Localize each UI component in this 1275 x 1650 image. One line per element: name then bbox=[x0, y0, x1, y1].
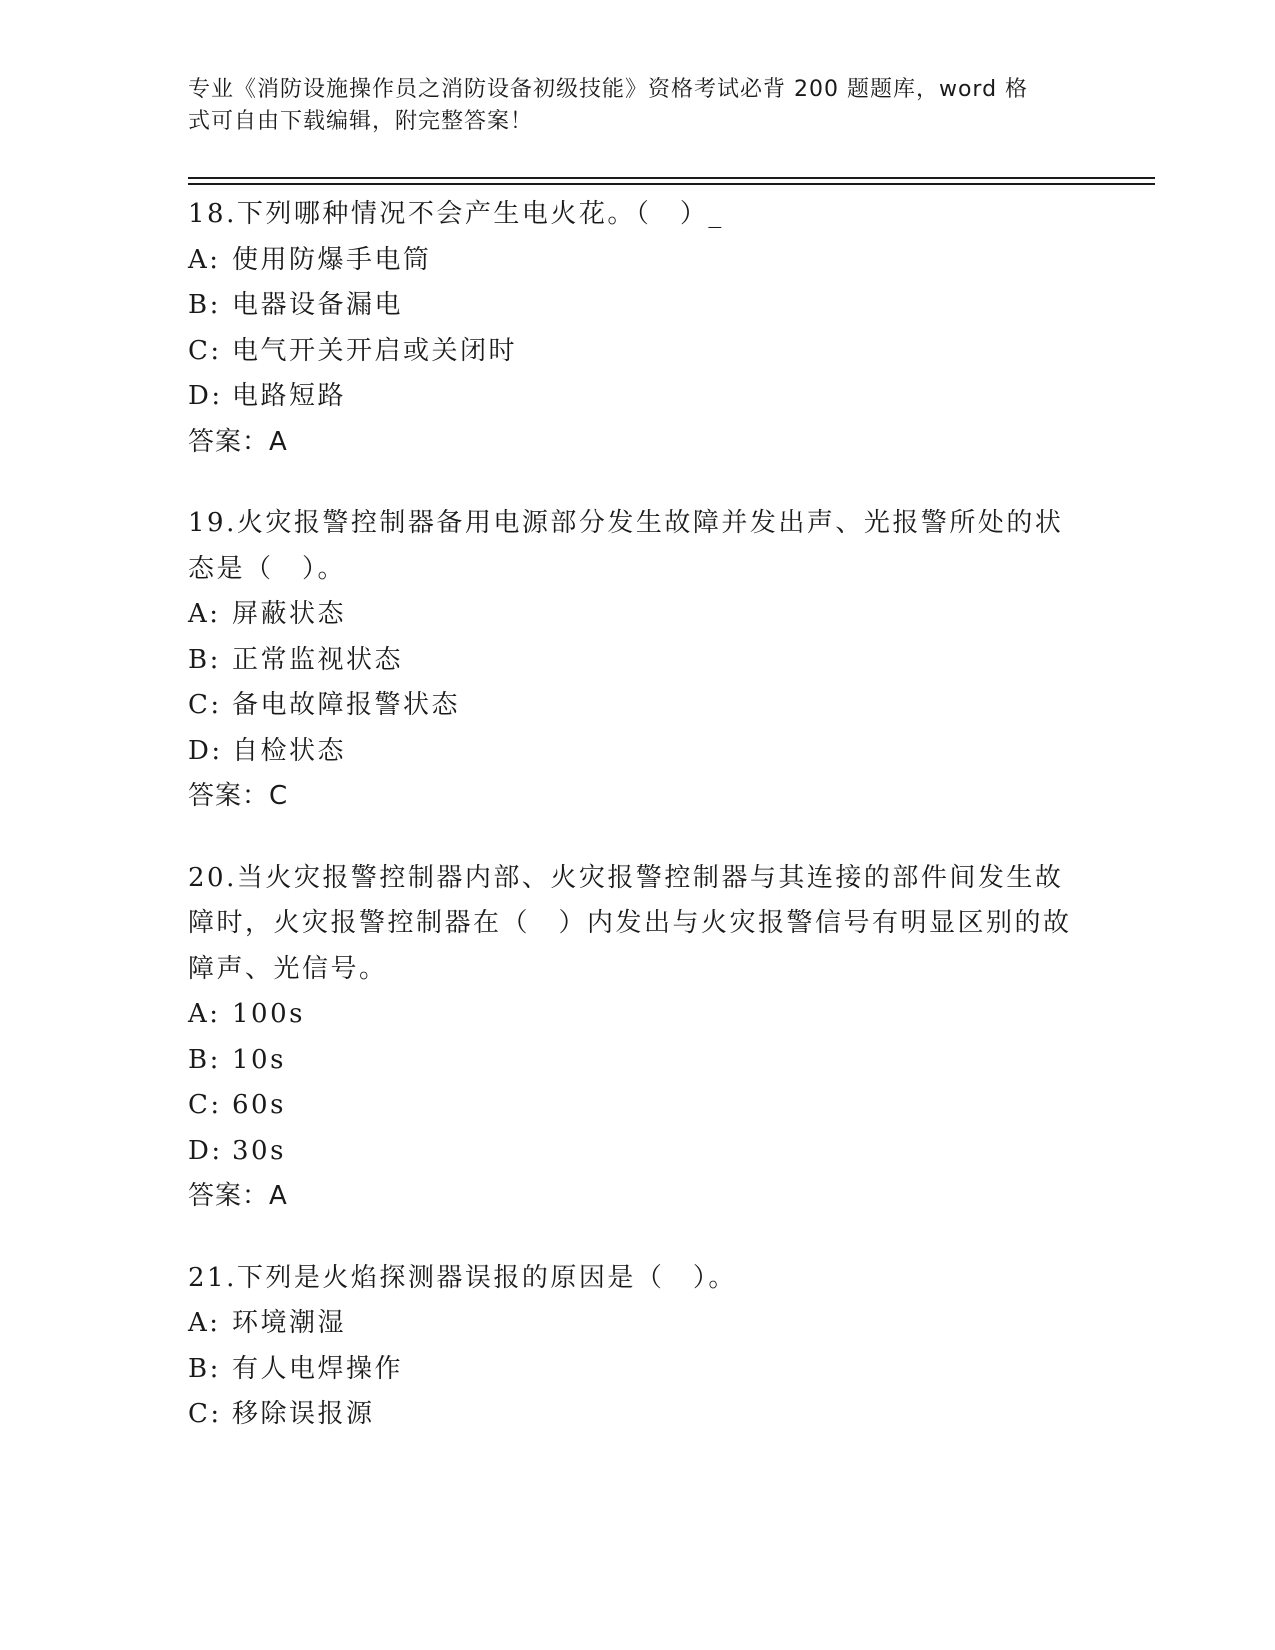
option-key: A: bbox=[188, 599, 221, 629]
question-title: 18.下列哪种情况不会产生电火花。（ ）_ bbox=[188, 199, 724, 229]
option-text: 30s bbox=[232, 1135, 286, 1166]
option-text: 10s bbox=[232, 1044, 286, 1075]
option-key: A: bbox=[188, 1308, 221, 1338]
option-text: 正常监视状态 bbox=[232, 644, 404, 675]
question-21 bbox=[188, 1256, 1088, 1438]
option-text: 电气开关开启或关闭时 bbox=[232, 335, 518, 366]
question-title: 20.当火灾报警控制器内部、火灾报警控制器与其连接的部件间发生故障时，火灾报警控制器在（ ）内发出与火灾报警信号有明显区别的故障声、光信号。 bbox=[188, 862, 1072, 984]
option-text: 屏蔽状态 bbox=[232, 599, 347, 629]
option-text: 100s bbox=[232, 999, 305, 1029]
option-c bbox=[188, 1392, 1088, 1438]
header-line-2: 式可自由下载编辑，附完整答案！ bbox=[188, 109, 534, 134]
question-18 bbox=[188, 192, 1088, 465]
option-text: 移除误报源 bbox=[232, 1399, 375, 1429]
option-text: 60s bbox=[232, 1090, 286, 1120]
option-text: 电器设备漏电 bbox=[232, 290, 404, 320]
option-c bbox=[188, 683, 1088, 729]
option-key: B: bbox=[188, 1353, 221, 1384]
option-key: D: bbox=[188, 735, 223, 766]
option-b bbox=[188, 1347, 1088, 1393]
option-text: 备电故障报警状态 bbox=[232, 690, 461, 720]
option-d bbox=[188, 729, 1088, 775]
option-text: 环境潮湿 bbox=[232, 1308, 347, 1338]
option-text: 自检状态 bbox=[232, 735, 347, 766]
option-b bbox=[188, 638, 1088, 684]
option-key: C: bbox=[188, 690, 222, 720]
option-key: D: bbox=[188, 1135, 223, 1166]
option-key: C: bbox=[188, 1090, 222, 1120]
option-d bbox=[188, 1129, 1088, 1175]
option-key: C: bbox=[188, 335, 222, 366]
option-c bbox=[188, 329, 1088, 375]
option-key: B: bbox=[188, 290, 221, 320]
question-title: 21.下列是火焰探测器误报的原因是（ ）。 bbox=[188, 1262, 737, 1293]
document-header bbox=[188, 74, 1068, 138]
option-key: A: bbox=[188, 999, 221, 1029]
header-divider-bottom bbox=[188, 183, 1155, 185]
answer-line: 答案：A bbox=[188, 426, 288, 457]
option-a bbox=[188, 1301, 1088, 1347]
question-20 bbox=[188, 856, 1088, 1220]
option-b bbox=[188, 283, 1088, 329]
option-a bbox=[188, 992, 1088, 1038]
question-title: 19.火灾报警控制器备用电源部分发生故障并发出声、光报警所处的状态是（ ）。 bbox=[188, 508, 1064, 584]
option-c bbox=[188, 1083, 1088, 1129]
option-key: B: bbox=[188, 1044, 221, 1075]
option-text: 电路短路 bbox=[232, 381, 347, 411]
option-a bbox=[188, 238, 1088, 284]
header-line-1: 专业《消防设施操作员之消防设备初级技能》资格考试必背 200 题题库，word 格 bbox=[188, 77, 1029, 102]
header-divider-top bbox=[188, 177, 1155, 179]
question-19 bbox=[188, 501, 1088, 820]
option-b bbox=[188, 1038, 1088, 1084]
answer-line: 答案：A bbox=[188, 1181, 288, 1211]
question-list bbox=[188, 192, 1088, 1474]
option-text: 有人电焊操作 bbox=[232, 1353, 404, 1384]
answer-line: 答案：C bbox=[188, 781, 289, 811]
option-text: 使用防爆手电筒 bbox=[232, 244, 432, 275]
option-d bbox=[188, 374, 1088, 420]
option-key: B: bbox=[188, 644, 221, 675]
option-key: A: bbox=[188, 244, 221, 275]
option-key: D: bbox=[188, 381, 223, 411]
option-a bbox=[188, 592, 1088, 638]
option-key: C: bbox=[188, 1399, 222, 1429]
